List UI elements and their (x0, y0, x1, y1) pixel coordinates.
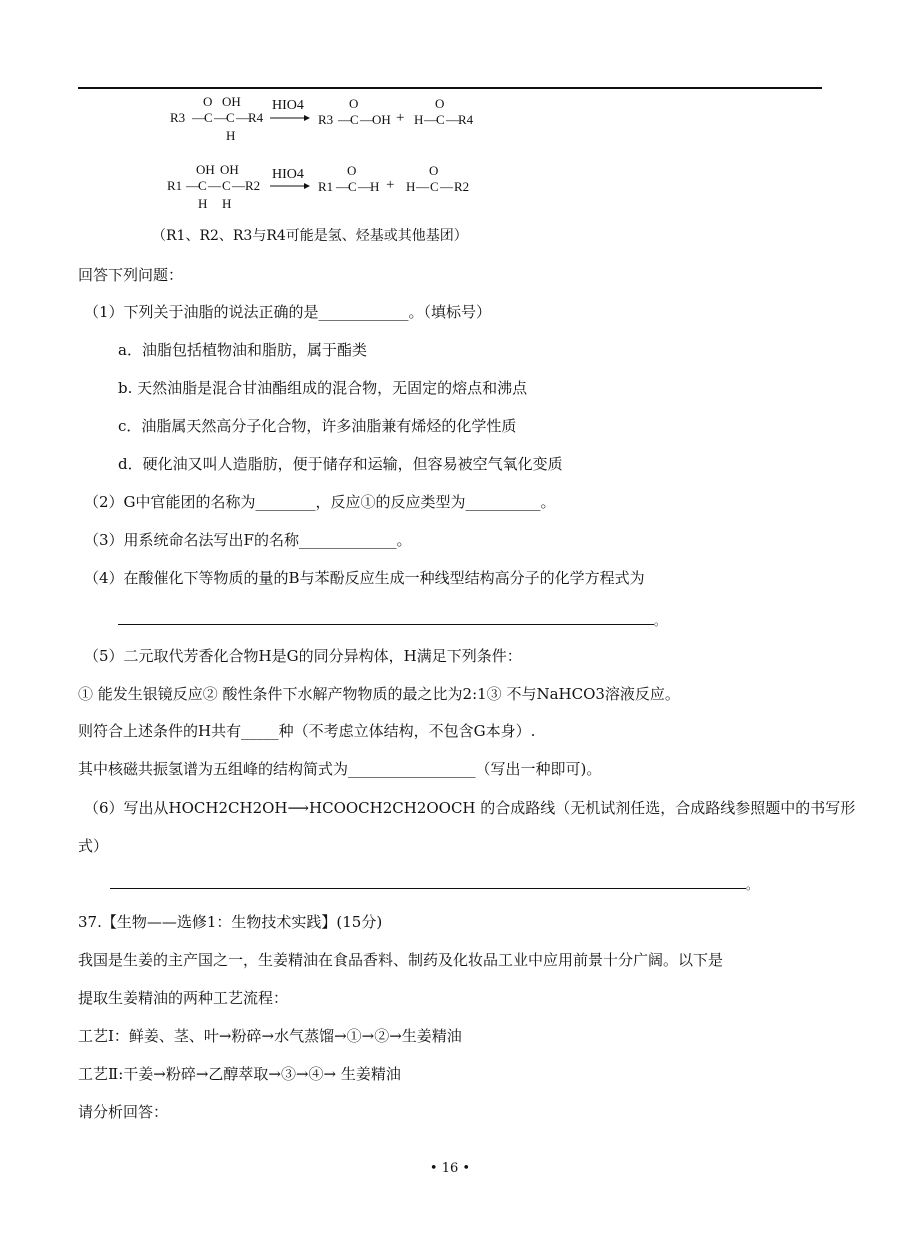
answer-prompt: 回答下列问题： (78, 266, 184, 284)
option-c: c．油脂属天然高分子化合物，许多油脂兼有烯烃的化学性质 (118, 417, 517, 435)
option-a: a．油脂包括植物油和脂肪，属于酯类 (118, 341, 367, 359)
reaction-arrow (270, 114, 310, 122)
question-5-conditions: ① 能发生银镜反应② 酸性条件下水解产物物质的最之比为2:1③ 不与NaHCO3溶液反应。 (78, 685, 680, 703)
reagent-hio4: HIO4 (272, 98, 304, 113)
question-4: （4）在酸催化下等物质的量的B与苯酚反应生成一种线型结构高分子的化学方程式为 (84, 569, 645, 587)
question-1: （1）下列关于油脂的说法正确的是____________。（填标号） (84, 303, 492, 321)
question-5: （5）二元取代芳香化合物H是G的同分异构体，H满足下列条件： (84, 647, 522, 665)
question-2: （2）G中官能团的名称为________，反应①的反应类型为__________。 (84, 493, 556, 511)
process-1: 工艺Ⅰ：鲜姜、茎、叶→粉碎→水气蒸馏→①→②→生姜精油 (78, 1027, 462, 1045)
reaction-arrow (270, 182, 310, 190)
analyze-prompt: 请分析回答： (78, 1103, 169, 1121)
process-2: 工艺Ⅱ:干姜→粉碎→乙醇萃取→③→④→ 生姜精油 (78, 1065, 401, 1083)
oxygen: O (203, 94, 213, 109)
header-rule (78, 87, 822, 89)
question-5-count: 则符合上述条件的H共有_____种（不考虑立体结构，不包含G本身）. (78, 722, 536, 740)
question-6-cont: 式） (78, 837, 109, 855)
carbon: C (204, 110, 213, 125)
section-37-heading: 37.【生物——选修1：生物技术实践】(15分) (78, 913, 383, 931)
paragraph-line-1: 我国是生姜的主产国之一，生姜精油在食品香料、制药及化妆品工业中应用前景十分广阔。以下是 (78, 951, 724, 969)
answer-blank-line (110, 888, 746, 889)
substituent-note: （R1、R2、R3与R4可能是氢、烃基或其他基团） (152, 228, 468, 244)
question-5-nmr: 其中核磁共振氢谱为五组峰的结构简式为_________________（写出一种即可)。 (78, 760, 602, 778)
option-b: b. 天然油脂是混合甘油酯组成的混合物，无固定的熔点和沸点 (118, 379, 528, 397)
option-d: d．硬化油又叫人造脂肪，便于储存和运输，但容易被空气氧化变质 (118, 455, 563, 473)
paragraph-line-2: 提取生姜精油的两种工艺流程： (78, 989, 289, 1007)
hydroxyl: OH (222, 94, 241, 109)
r3-label: R3 (170, 110, 186, 125)
reagent-hio4: HIO4 (272, 167, 304, 182)
r4-label: R4 (248, 110, 264, 125)
page-number: • 16 • (429, 1161, 471, 1176)
hydrogen: H (226, 128, 236, 143)
answer-blank-line (118, 624, 654, 625)
carbon: C (226, 110, 235, 125)
question-3: （3）用系统命名法写出F的名称_____________。 (84, 531, 412, 549)
question-6: （6）写出从HOCH2CH2OH⟶HCOOCH2CH2OOCH 的合成路线（无机试剂任选，合成路线参照题中的书写形 (84, 799, 856, 817)
